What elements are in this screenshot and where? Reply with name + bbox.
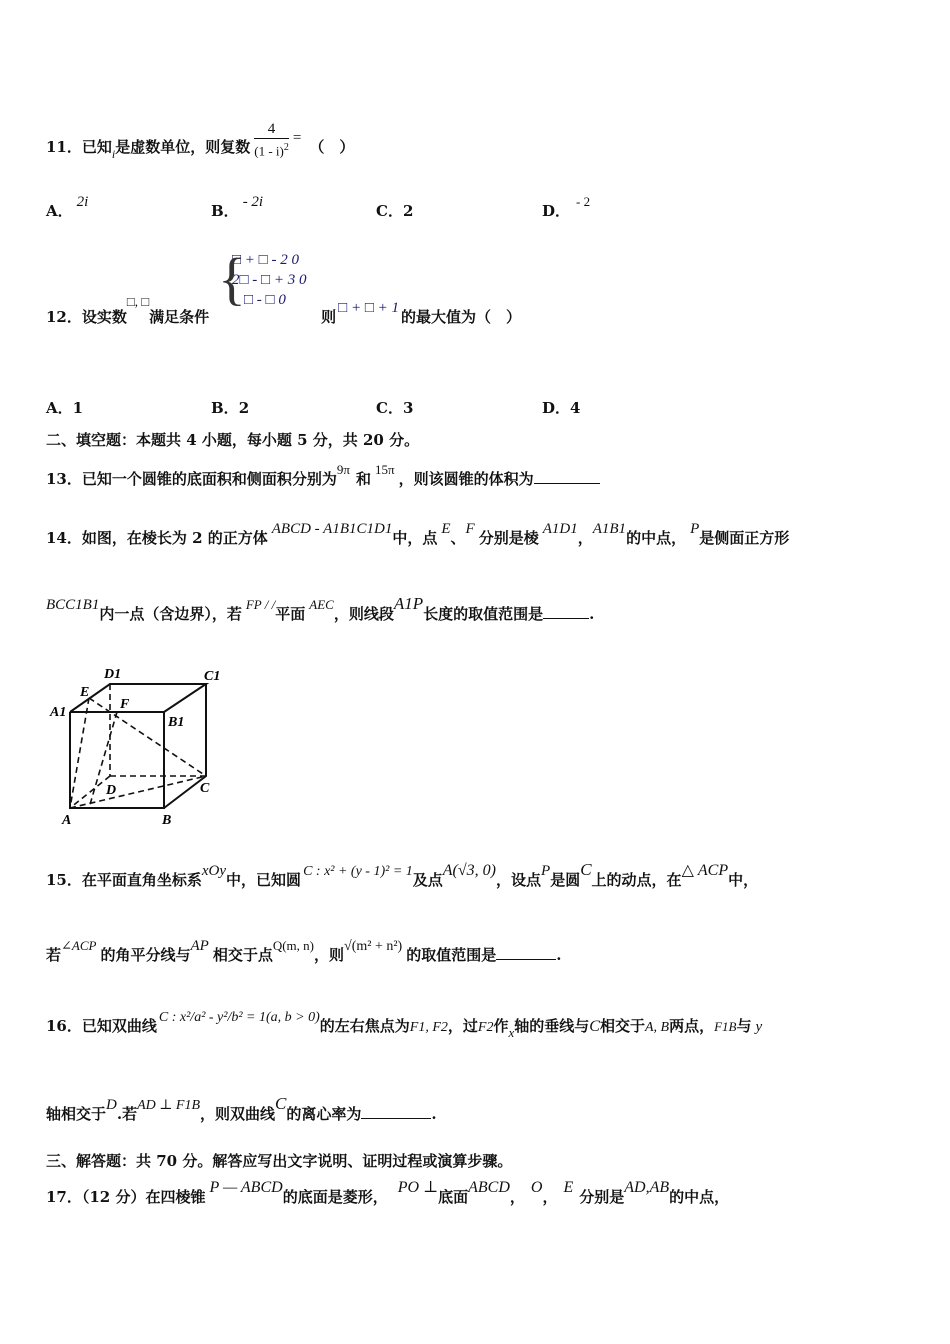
label-c: C [200,781,210,796]
label-a1: A1 [50,705,67,720]
q14-line-2: BCC1B1内一点（含边界），若FP / /平面AEC，则线段A1P长度的取值范围是 . [46,594,595,623]
label-f: F [120,697,130,712]
section-fill-in-heading: 二、填空题：本题共 4 小题，每小题 5 分，共 20 分。 [46,431,420,449]
q15-answer-blank[interactable] [496,945,556,960]
q14-number: 14． [46,529,82,547]
q15-line-2: 若∠ACP的角平分线与AP 相交于点Q(m, n)，则√(m² + n²) 的取值范围是 . [46,938,562,964]
q15-line-1: 15．在平面直角坐标系xOy中，已知圆 C : x² + (y - 1)² = 1及点A(√3, 0)，设点P是圆C上的动点，在△ ACP中， [46,860,759,889]
q13-number: 13． [46,470,82,488]
q17-number: 17． [46,1188,82,1206]
cube-figure [44,660,234,830]
label-d: D [106,783,117,798]
q16-line-2: 轴相交于D.若AD ⊥ F1B，则双曲线C的离心率为 . [46,1094,437,1123]
q12-option-a[interactable]: A．1 [46,399,84,417]
q11-option-b[interactable]: B． - 2i [211,194,264,220]
q11-fraction: $\frac{4}{(1 - i)^2}$ [254,121,289,159]
q16-number: 16． [46,1017,82,1035]
q11-option-d[interactable]: D．- 2 [542,194,591,220]
label-d1: D1 [104,667,122,682]
label-e: E [80,685,90,700]
section-solve-heading: 三、解答题：共 70 分。解答应写出文字说明、证明过程或演算步骤。 [46,1152,513,1170]
label-c1: C1 [204,669,221,684]
q12-number: 12． [46,308,82,326]
q11-line: 11．已知$_i$是虚数单位，则复数 $\frac{4}{(1 - i)^2}$ = （ ） [46,121,355,162]
label-b: B [162,813,172,828]
brace-icon: { [218,246,246,311]
q12-line: 12．设实数□, □满足条件 则 □ + □ + 1 的最大值为（ ） [46,294,522,326]
q13-line: 13．已知一个圆锥的底面积和侧面积分别为9π和15π，则该圆锥的体积为 [46,469,600,489]
q13-answer-blank[interactable] [534,469,600,484]
q16-line-1: 16．已知双曲线 C : x²/a² - y²/b² = 1(a, b > 0)的左右焦点为F1, F2，过F2作x轴的垂线与C相交于A, B两点，F1B与 y [46,1010,763,1040]
label-a: A [62,813,72,828]
q14-line-1: 14．如图，在棱长为 2 的正方体 ABCD - A1B1C1D1中，点 E、F 分别是棱 A1D1，A1B1的中点， P是侧面正方形 [46,521,790,547]
q16-answer-blank[interactable] [361,1104,431,1119]
q17-line: 17．（12 分）在四棱锥P — ABCD的底面是菱形，PO ⊥底面ABCD，O，E分别是AD,AB的中点， [46,1179,730,1206]
q12-option-c[interactable]: C．3 [376,399,414,417]
q11-option-a[interactable]: A． 2i [46,194,89,220]
label-b1: B1 [168,715,185,730]
q15-number: 15． [46,871,82,889]
q12-constraint-system: { □ + □ - 2 0 2□ - □ + 3 0 □ - □ 0 [218,246,307,311]
q11-option-c[interactable]: C．2 [376,202,414,220]
q14-answer-blank[interactable] [543,604,589,619]
q12-option-d[interactable]: D．4 [542,399,581,417]
q12-option-b[interactable]: B．2 [211,399,250,417]
q11-number: 11． [46,138,82,157]
